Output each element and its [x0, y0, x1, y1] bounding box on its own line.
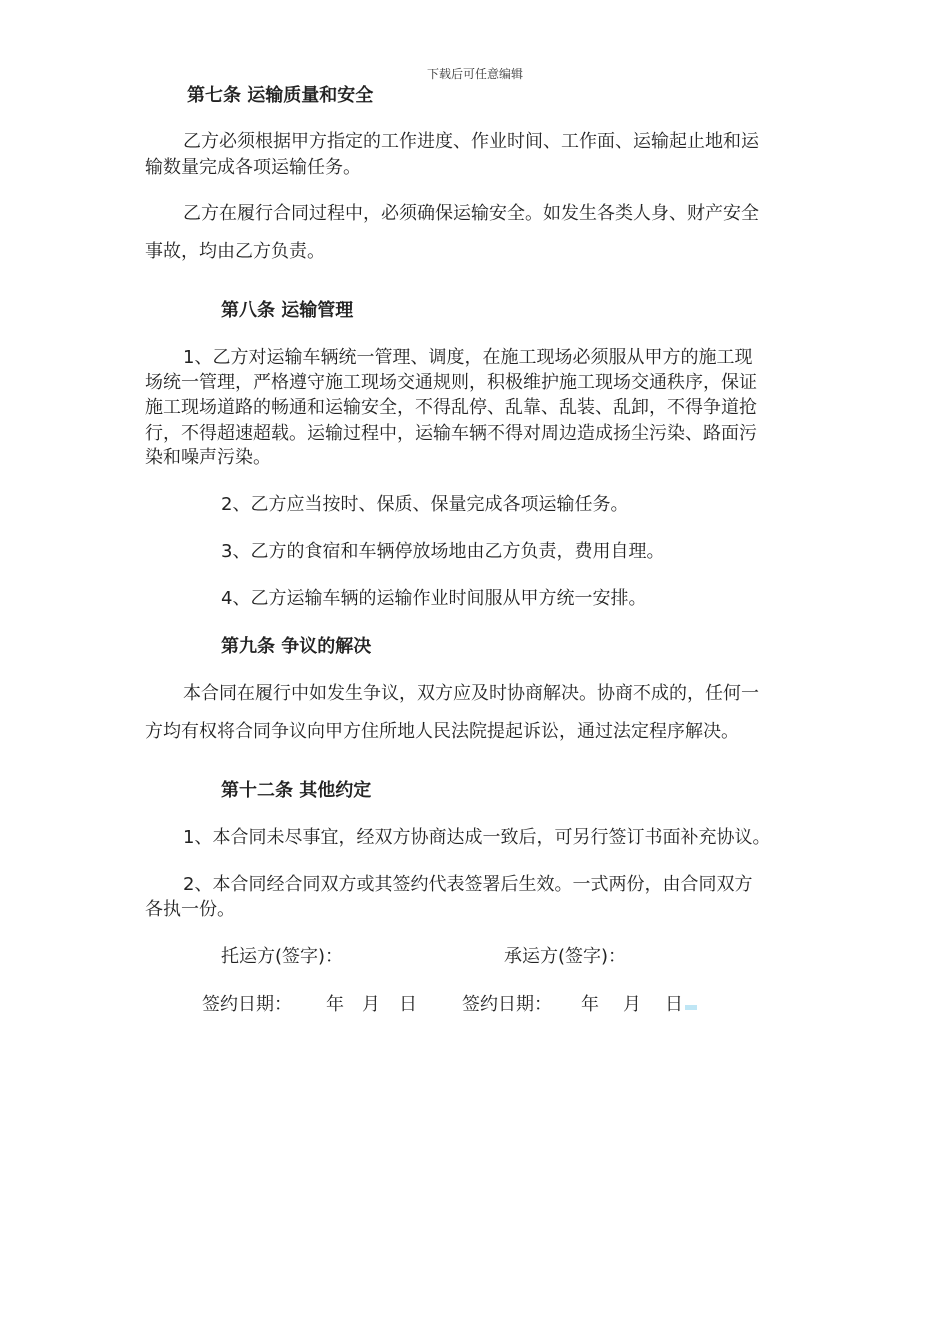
- article8-item1-line2: 场统一管理，严格遵守施工现场交通规则，积极维护施工现场交通秩序，保证: [145, 372, 757, 393]
- article8-item1-line3: 施工现场道路的畅通和运输安全，不得乱停、乱靠、乱装、乱卸，不得争道抢: [145, 397, 757, 418]
- day-right: 日: [665, 994, 683, 1015]
- day-left: 日: [399, 994, 417, 1015]
- carrier-signature-label: 承运方(签字)：: [504, 946, 627, 967]
- article8-item2: 2、乙方应当按时、保质、保量完成各项运输任务。: [221, 494, 629, 515]
- date-label-left: 签约日期：: [202, 994, 292, 1015]
- shipper-signature-label: 托运方(签字)：: [221, 946, 344, 967]
- article8-item1-line5: 染和噪声污染。: [145, 447, 271, 468]
- article7-p2-line2: 事故，均由乙方负责。: [145, 241, 325, 262]
- day-right-wrapper: [665, 993, 697, 1017]
- year-right: 年: [581, 994, 599, 1015]
- month-right: 月: [623, 994, 641, 1015]
- article9-p-line2: 方均有权将合同争议向甲方住所地人民法院提起诉讼，通过法定程序解决。: [145, 721, 739, 742]
- article7-p1-line2: 输数量完成各项运输任务。: [145, 157, 361, 178]
- article7-p1-line1: 乙方必须根据甲方指定的工作进度、作业时间、工作面、运输起止地和运: [183, 131, 759, 152]
- article9-p-line1: 本合同在履行中如发生争议，双方应及时协商解决。协商不成的，任何一: [183, 683, 759, 704]
- article12-item2-line1: 2、本合同经合同双方或其签约代表签署后生效。一式两份，由合同双方: [183, 874, 753, 895]
- article9-heading: 第九条 争议的解决: [221, 636, 372, 657]
- article8-item3: 3、乙方的食宿和车辆停放场地由乙方负责，费用自理。: [221, 541, 665, 562]
- article8-heading: 第八条 运输管理: [221, 300, 354, 321]
- year-left: 年: [326, 994, 344, 1015]
- article7-heading: 第七条 运输质量和安全: [187, 85, 374, 106]
- date-label-right: 签约日期：: [462, 994, 552, 1015]
- article12-heading: 第十二条 其他约定: [221, 780, 372, 801]
- article7-p2-line1: 乙方在履行合同过程中，必须确保运输安全。如发生各类人身、财产安全: [183, 203, 759, 224]
- text-cursor-highlight: [685, 1005, 697, 1010]
- article8-item1-line4: 行，不得超速超载。运输过程中，运输车辆不得对周边造成扬尘污染、路面污: [145, 423, 757, 444]
- month-left: 月: [362, 994, 380, 1015]
- article8-item1-line1: 1、乙方对运输车辆统一管理、调度，在施工现场必须服从甲方的施工现: [183, 347, 753, 368]
- header-note: 下载后可任意编辑: [426, 67, 523, 81]
- article12-item1: 1、本合同未尽事宜，经双方协商达成一致后，可另行签订书面补充协议。: [183, 827, 771, 848]
- article12-item2-line2: 各执一份。: [145, 899, 235, 920]
- article8-item4: 4、乙方运输车辆的运输作业时间服从甲方统一安排。: [221, 588, 647, 609]
